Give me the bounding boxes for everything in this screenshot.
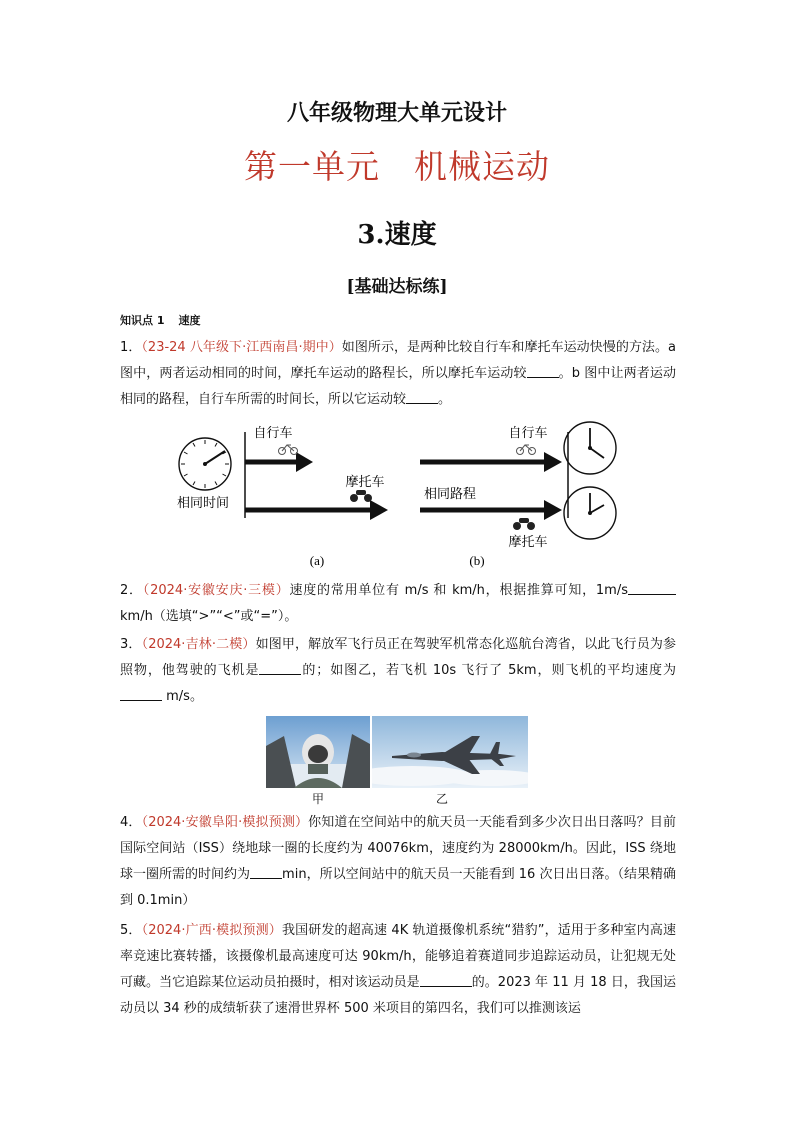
q1-blank-1[interactable] (527, 365, 559, 378)
question-5 (120, 918, 676, 1022)
section-title: [基础达标练] (346, 277, 448, 297)
question-4 (120, 810, 676, 914)
q3-number: 3． (120, 637, 142, 652)
knowledge-point-heading (120, 312, 200, 328)
unit-title: 第一单元 机械运动 (244, 147, 550, 186)
q5-number: 5． (120, 923, 142, 938)
motorbike-icon (513, 518, 535, 530)
q2-text-b: km/h（选填“>”“<”或“=”）。 (120, 609, 298, 624)
q5-blank[interactable] (420, 974, 472, 987)
same-time-label: 相同时间 (176, 495, 230, 510)
q4-blank[interactable] (250, 866, 282, 879)
clock-icon (564, 487, 616, 539)
clock-icon (179, 438, 231, 490)
q1-text-c: 。 (438, 392, 452, 407)
q4-text-a: 你知道在空间站中的航天员一天能看到多少次日出日落吗？目前国际空间站（ISS）绕地球一圈的长度约为 40076km，速度约为 28000km/h。因此，ISS 绕地球一圈所需的时间约为 (120, 815, 676, 882)
lesson-title: 3.速度 (357, 220, 437, 250)
motorbike-icon (350, 490, 372, 502)
q1-text-b: 。b 图中让两者运动相同的路程，自行车所需的时间长，所以它运动较 (120, 366, 676, 407)
q4-number: 4． (120, 815, 142, 830)
q4-text-b: min，所以空间站中的航天员一天能看到 16 次日出日落。（结果精确到 0.1min） (120, 867, 676, 908)
q1-number: 1． (120, 340, 142, 355)
q4-source: （2024·安徽阜阳·模拟预测） (141, 815, 309, 830)
moto-label-a: 摩托车 (345, 474, 385, 489)
q3-text-a: 如图甲，解放军飞行员正在驾驶军机常态化巡航台湾省，以此飞行员为参照物，他驾驶的飞机是 (120, 637, 676, 678)
knowledge-point-label: 知识点 1 (120, 314, 165, 327)
question-2 (120, 578, 676, 630)
q3-blank-1[interactable] (259, 662, 301, 675)
bicycle-icon (279, 445, 298, 455)
caption-jia: 甲 (312, 792, 325, 806)
photo-fighter-jet (372, 716, 528, 788)
q2-number: 2． (120, 583, 143, 598)
knowledge-point-name: 速度 (178, 314, 201, 327)
question-3 (120, 632, 676, 710)
q3-text-c: m/s。 (162, 689, 203, 704)
bike-label-a: 自行车 (253, 425, 293, 440)
q5-text-a: 我国研发的超高速 4K 轨道摄像机系统“猎豹”，适用于多种室内高速率竞速比赛转播，该摄像机最高速度可达 90km/h，能够追着赛道同步追踪运动员，让犯规无处可藏。当它追踪某位运动员拍摄时，相对该运动员是 (120, 923, 676, 990)
q1-source: （23-24 八年级下·江西南昌·期中） (141, 340, 342, 355)
q3-source: （2024·吉林·二模） (141, 637, 256, 652)
q2-text-a: 速度的常用单位有 m/s 和 km/h，根据推算可知，1m/s (289, 583, 628, 598)
q3-blank-2[interactable] (120, 688, 162, 701)
q5-source: （2024·广西·模拟预测） (141, 923, 282, 938)
q1-blank-2[interactable] (406, 391, 438, 404)
moto-label-b: 摩托车 (508, 534, 548, 549)
q3-text-b: 的；如图乙，若飞机 10s 飞行了 5km，则飞机的平均速度为 (301, 663, 676, 678)
bike-label-b: 自行车 (508, 425, 548, 440)
caption-yi: 乙 (436, 792, 449, 806)
caption-a: (a) (309, 553, 325, 568)
bicycle-icon (517, 445, 536, 455)
q5-text-b: 的。2023 年 11 月 18 日，我国运动员以 34 秒的成绩斩获了速滑世界杯 500 米项目的第四名，我们可以推测该运 (120, 975, 676, 1016)
q2-source: （2024·安徽安庆·三模） (142, 583, 290, 598)
clock-icon (564, 422, 616, 474)
q2-blank[interactable] (628, 582, 676, 595)
question-1 (120, 335, 676, 413)
figure-speed-comparison (170, 418, 620, 573)
same-distance-label: 相同路程 (423, 486, 477, 501)
photo-pilot-cockpit (266, 716, 370, 788)
document-main-title: 八年级物理大单元设计 (286, 100, 507, 126)
q1-text-a: 如图所示，是两种比较自行车和摩托车运动快慢的方法。a 图中，两者运动相同的时间，摩托车运动的路程长，所以摩托车运动较 (120, 340, 676, 381)
caption-b: (b) (469, 553, 485, 568)
